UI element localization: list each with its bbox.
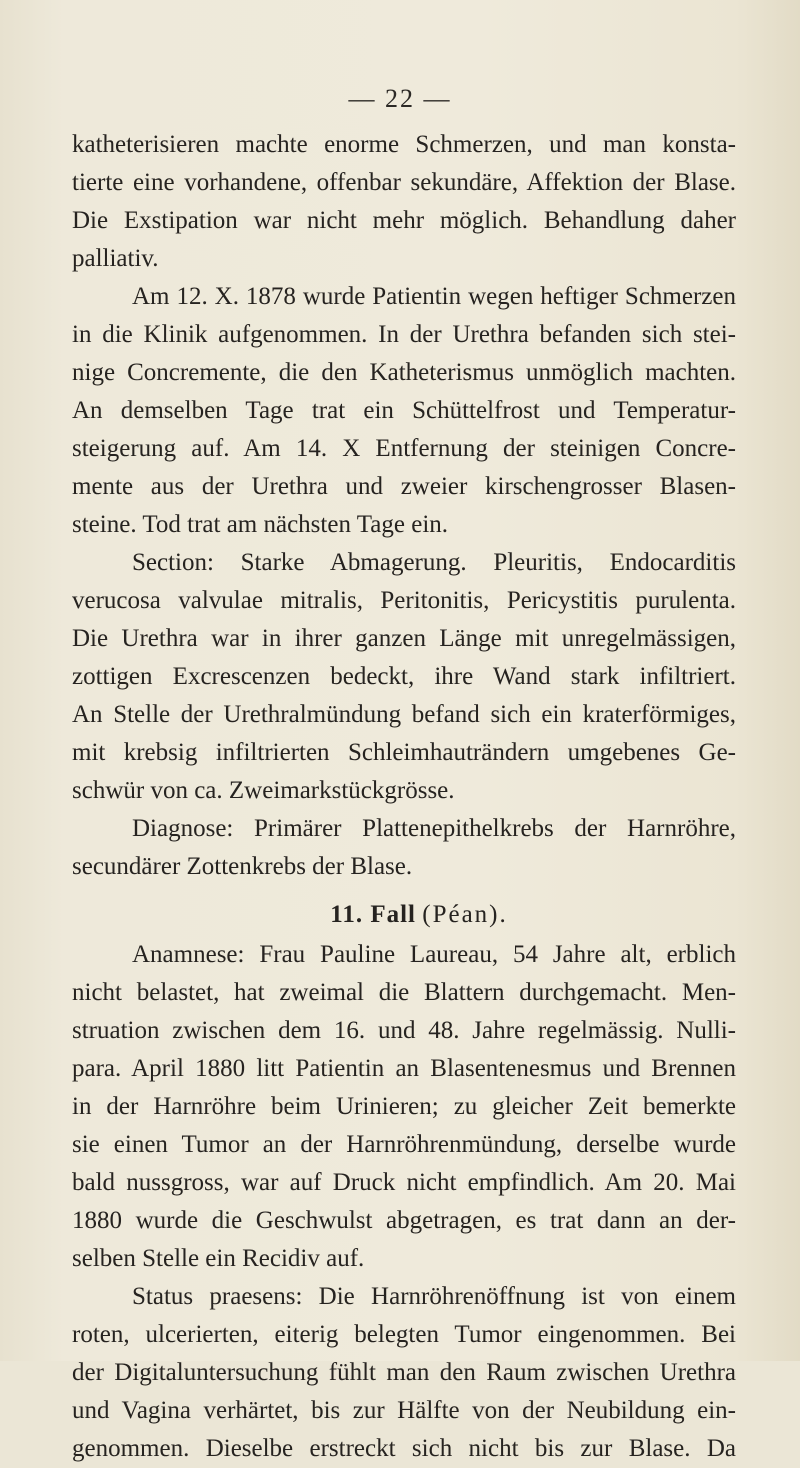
text-line: 1880 wurde die Geschwulst abgetragen, es trat dann an der- bbox=[72, 1207, 736, 1234]
text-line: schwür von ca. Zweimarkstückgrösse. bbox=[72, 777, 455, 804]
page-number: — 22 — bbox=[348, 84, 452, 113]
paragraph-status-praesens bbox=[72, 1278, 736, 1468]
case-number: 11. Fall bbox=[330, 901, 417, 928]
text-line: Section: Starke Abmagerung. Pleuritis, Endocarditis bbox=[132, 549, 736, 576]
text-line: selben Stelle ein Recidiv auf. bbox=[72, 1245, 365, 1272]
text-line: An Stelle der Urethralmündung befand sich ein kraterförmiges, bbox=[72, 701, 736, 728]
text-line: der Digitaluntersuchung fühlt man den Raum zwischen Urethra bbox=[72, 1359, 736, 1386]
text-line: katheterisieren machte enorme Schmerzen, und man konsta- bbox=[72, 131, 736, 158]
case-author: (Péan). bbox=[422, 901, 508, 928]
text-line: nige Concremente, die den Katheterismus unmöglich machten. bbox=[72, 359, 736, 386]
paragraph-section bbox=[72, 544, 736, 810]
text-line: zottigen Excrescenzen bedeckt, ihre Wand stark infiltriert. bbox=[72, 663, 736, 690]
text-line: An demselben Tage trat ein Schüttelfrost und Temperatur- bbox=[72, 397, 736, 424]
text-line: Anamnese: Frau Pauline Laureau, 54 Jahre alt, erblich bbox=[132, 941, 736, 968]
paragraph-admission bbox=[72, 278, 736, 544]
text-line: tierte eine vorhandene, offenbar sekundäre, Affektion der Blase. bbox=[72, 169, 736, 196]
paragraph-anamnesis bbox=[72, 936, 736, 1278]
paragraph-continuation bbox=[72, 126, 736, 278]
text-line: Status praesens: Die Harnröhrenöffnung ist von einem bbox=[132, 1283, 736, 1310]
text-line: mente aus der Urethra und zweier kirschengrosser Blasen- bbox=[72, 473, 736, 500]
text-line: steigerung auf. Am 14. X Entfernung der steinigen Concre- bbox=[72, 435, 736, 462]
text-line: nicht belastet, hat zweimal die Blattern durchgemacht. Men- bbox=[72, 979, 736, 1006]
text-line: Am 12. X. 1878 wurde Patientin wegen heftiger Schmerzen bbox=[132, 283, 736, 310]
text-line: Die Exstipation war nicht mehr möglich. Behandlung daher bbox=[72, 207, 736, 234]
text-line: in die Klinik aufgenommen. In der Urethra befanden sich stei- bbox=[72, 321, 736, 348]
text-line: steine. Tod trat am nächsten Tage ein. bbox=[72, 511, 449, 538]
text-line: struation zwischen dem 16. und 48. Jahre regelmässig. Nulli- bbox=[72, 1017, 736, 1044]
text-line: palliativ. bbox=[72, 245, 159, 272]
text-line: roten, ulcerierten, eiterig belegten Tumor eingenommen. Bei bbox=[72, 1321, 736, 1348]
paragraph-diagnosis bbox=[72, 810, 736, 886]
text-line: Die Urethra war in ihrer ganzen Länge mit unregelmässigen, bbox=[72, 625, 736, 652]
case-heading bbox=[72, 886, 736, 934]
text-line: genommen. Dieselbe erstreckt sich nicht bis zur Blase. Da bbox=[72, 1435, 736, 1462]
text-line: para. April 1880 litt Patientin an Blasentenesmus und Brennen bbox=[72, 1055, 736, 1082]
text-line: verucosa valvulae mitralis, Peritonitis, Pericystitis purulenta. bbox=[72, 587, 736, 614]
text-line: mit krebsig infiltrierten Schleimhauträndern umgebenes Ge- bbox=[72, 739, 736, 766]
text-line: sie einen Tumor an der Harnröhrenmündung, derselbe wurde bbox=[72, 1131, 736, 1158]
text-line: Diagnose: Primärer Plattenepithelkrebs der Harnröhre, bbox=[132, 815, 736, 842]
text-line: secundärer Zottenkrebs der Blase. bbox=[72, 853, 413, 880]
text-line: in der Harnröhre beim Urinieren; zu gleicher Zeit bemerkte bbox=[72, 1093, 736, 1120]
page-body bbox=[72, 126, 736, 1468]
text-line: und Vagina verhärtet, bis zur Hälfte von der Neubildung ein- bbox=[72, 1397, 736, 1424]
text-line: bald nussgross, war auf Druck nicht empfindlich. Am 20. Mai bbox=[72, 1169, 736, 1196]
